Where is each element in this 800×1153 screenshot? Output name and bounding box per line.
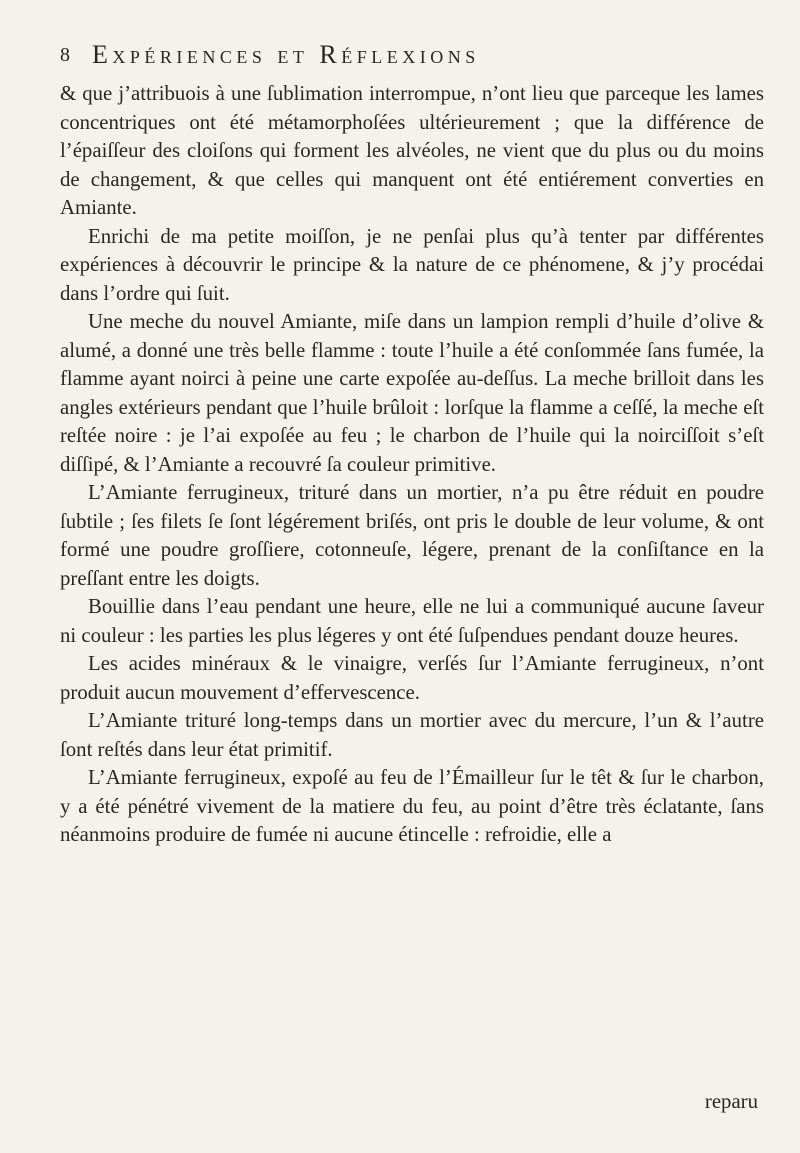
page-number: 8	[60, 44, 70, 66]
paragraph-3: Une meche du nouvel Amiante, miſe dans un lampion rempli d’huile d’olive & alumé, a donné une très belle flamme : toute l’huile a été conſommée ſans fumée, la flamme ayant noirci à peine une carte expoſée au-deſſus. La meche brilloit dans les angles extérieurs pendant que l’huile brûloit : lorſque la flamme a ceſſé, la meche eſt reſtée noire : je l’ai expoſée au feu ; le charbon de l’huile qui la noirciſſoit s’eſt diſſipé, & l’Amiante a recouvré ſa couleur primitive.	[60, 310, 764, 476]
body-text	[60, 80, 764, 850]
paragraph-5: Bouillie dans l’eau pendant une heure, elle ne lui a communiqué aucune ſaveur ni couleur : les parties les plus légeres y ont été ſuſpendues pendant douze heures.	[60, 595, 764, 647]
paragraph-2: Enrichi de ma petite moiſſon, je ne penſai plus qu’à tenter par différentes expériences à découvrir le principe & la nature de ce phénomene, & j’y procédai dans l’ordre qui ſuit.	[60, 224, 764, 305]
paragraph-4: L’Amiante ferrugineux, trituré dans un mortier, n’a pu être réduit en poudre ſubtile ; ſes filets ſe ſont légérement briſés, ont pris le double de leur volume, & ont formé une poudre groſſiere, cotonneuſe, légere, prenant de la conſiſtance en la preſſant entre les doigts.	[60, 481, 764, 590]
running-title: Expériences et Réflexions	[92, 40, 480, 69]
paragraph-1: & que j’attribuois à une ſublimation interrompue, n’ont lieu que parceque les lames concentriques ont été métamorphoſées ultérieurement ; que la différence de l’épaiſſeur des cloiſons qui forment les alvéoles, ne vient que du plus ou du moins de changement, & que celles qui manquent ont été entiérement converties en Amiante.	[60, 82, 764, 219]
paragraph-8: L’Amiante ferrugineux, expoſé au feu de l’Émailleur ſur le têt & ſur le charbon, y a été pénétré vivement de la matiere du feu, au point d’être très éclatante, ſans néanmoins produire de fumée ni aucune étincelle : refroidie, elle a	[60, 766, 764, 846]
catchword: reparu	[704, 1090, 758, 1113]
page-header	[60, 40, 760, 76]
paragraph-6: Les acides minéraux & le vinaigre, verſés ſur l’Amiante ferrugineux, n’ont produit aucun mouvement d’effervescence.	[60, 652, 764, 704]
paragraph-7: L’Amiante trituré long-temps dans un mortier avec du mercure, l’un & l’autre ſont reſtés dans leur état primitif.	[60, 709, 764, 761]
